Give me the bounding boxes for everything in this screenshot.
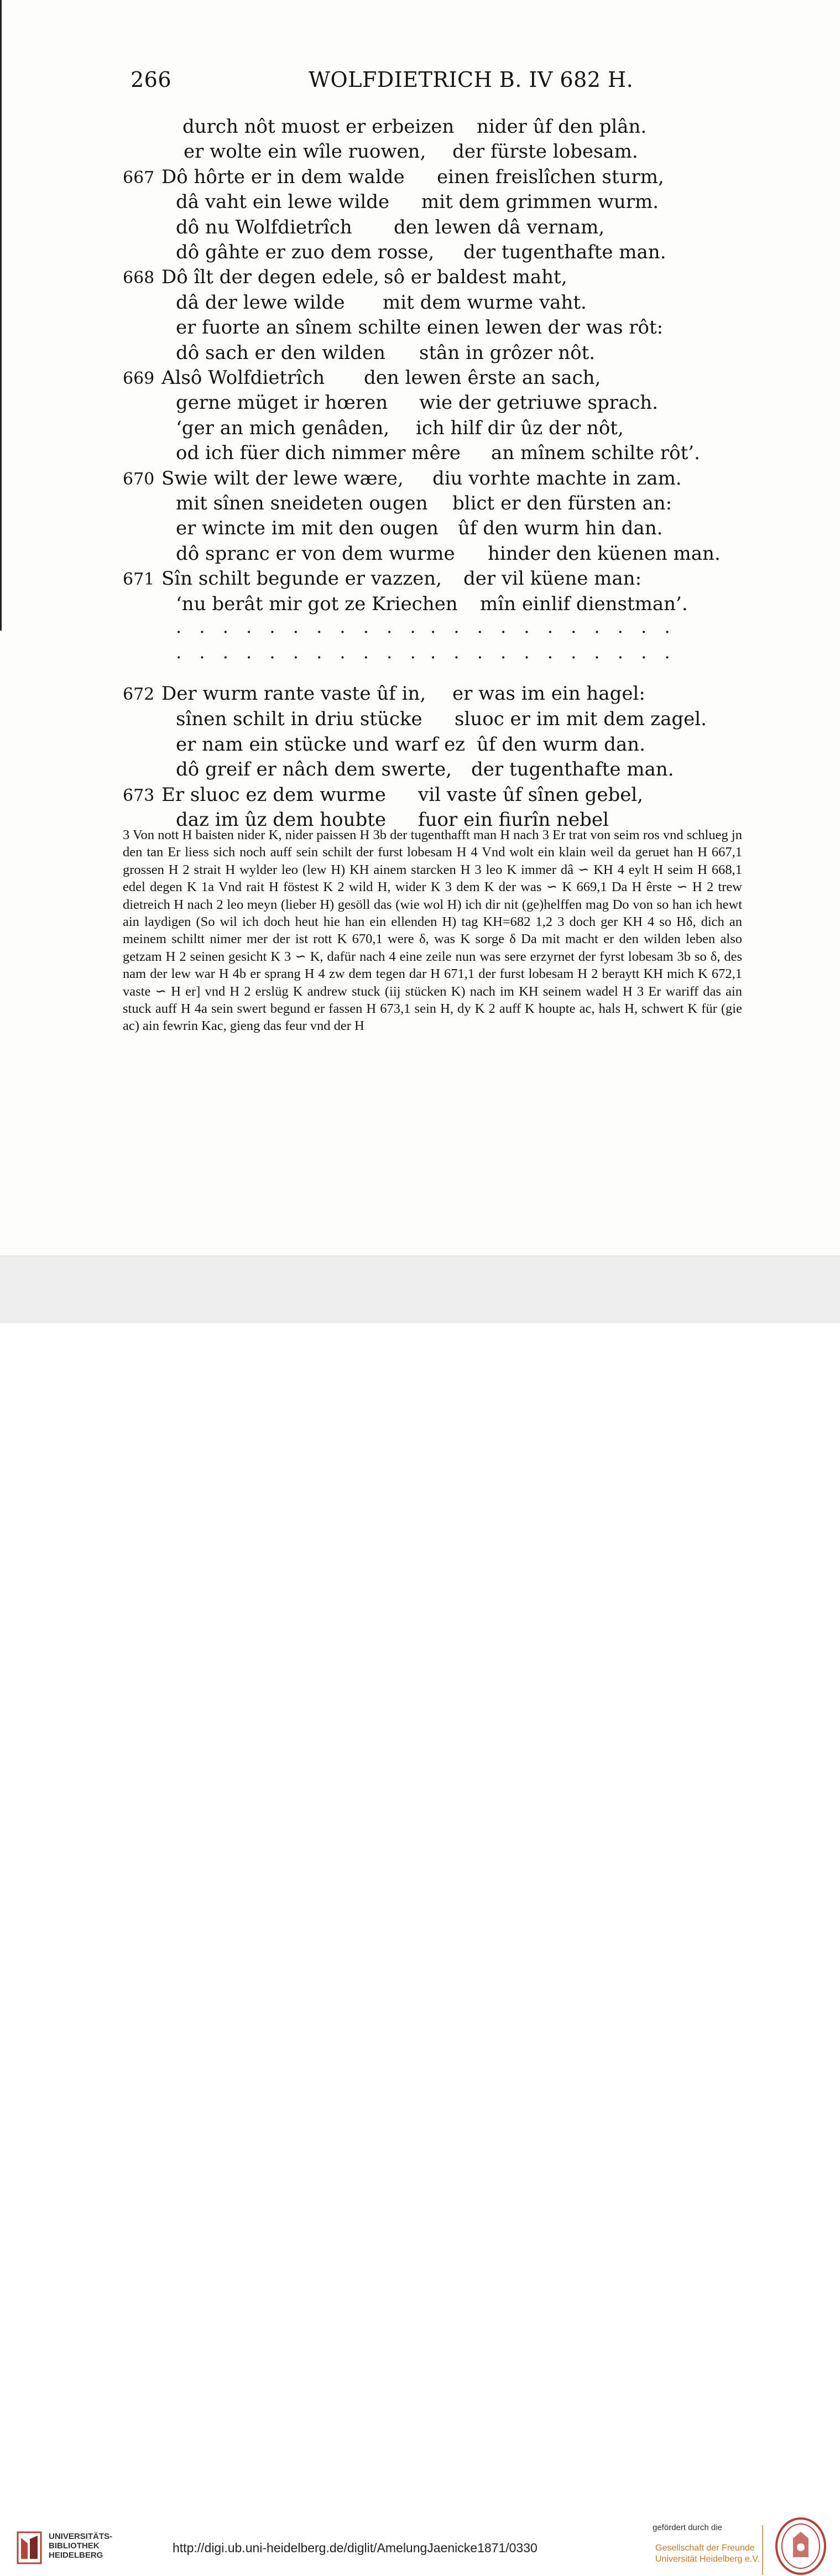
critical-apparatus (123, 826, 742, 1035)
verse-second-half: ûf den wurm hin dan. (458, 517, 663, 540)
verse-second-half: an mînem schilte rôt’. (491, 442, 700, 465)
page-number: 266 (131, 67, 172, 92)
verse-first-half: dô nu Wolfdietrîch (176, 216, 352, 238)
verse-second-half: den lewen dâ vernam, (394, 216, 605, 238)
verse-first-half: daz im ûz dem houbte (176, 809, 387, 831)
verse-second-half: er was im ein hagel: (452, 683, 645, 705)
verse-first-half: Sîn schilt begunde er vazzen, (161, 568, 442, 590)
permalink-url[interactable]: http://digi.ub.uni-heidelberg.de/diglit/AmelungJaenicke1871/0330 (173, 2541, 538, 2555)
library-name-line: HEIDELBERG (49, 2551, 103, 2560)
verse-first-half: er nam ein stücke und warf ez (176, 733, 466, 756)
running-title: WOLFDIETRICH B. IV 682 H. (309, 67, 634, 92)
apparatus-text: 3 Von nott H baisten nider K, nider paissen H 3b der tugenthafft man H nach 3 Er trat von seim ros vnd schlueg jn den tan Er liess sich noch auff sein schilt der furst lobesam H 4 Vnd wolt ein klain weil da geruet han H 667,1 grossen H 2 strait H wylder leo (lew H) KH ainem starcken H 3 leo K immer dâ ∽ KH 4 eylt H seim H 668,1 edel degen K 1a Vnd rait H föstest K 2 wild H, wider K 3 dem K der was ∽ K 669,1 Da H êrste ∽ H 2 trew dietreich H nach 2 leo meyn (lieber H) gesöll das (wie wol H) ich dir nit (ge)helffen mag Do von so han ich hewt ain laydigen (So wil ich doch heut hie han ein ellenden H) tag KH=682 1,2 3 doch ger KH 4 so Hδ, dich an meinem schiltt nimer mer der ist rott K 670,1 were δ, was K sorge δ Da mit macht er den wilden leben also getzam H 2 seinen gesicht K 3 ∽ K, dafür nach 4 eine zeile nun was sere erzyrnet der fyrst lobesam 3b so δ, des nam der lew war H 4b er sprang H 4 zw dem tegen dar H 671,1 der furst lobesam H 2 beraytt KH mich K 672,1 vaste ∽ H er] vnd H 2 erslüg K andrew stuck (iij stücken K) nach im KH seinem wadel H 3 Er wariff das ain stuck auff H 4a sein swert begund er fassen H 673,1 sein H, dy K 2 auff K houpte ac, hals H, schwert K für (gie ac) ain fewrin Kac, gieng das feur vnd der H (123, 828, 742, 1034)
university-seal-icon (774, 2516, 827, 2576)
verse-second-half: blict er den fürsten an: (452, 492, 672, 514)
verse-second-half: einen lewen der was rôt: (427, 316, 664, 339)
verse-second-half: wie der getriuwe sprach. (419, 392, 658, 414)
stanza-number: 672 (123, 685, 155, 705)
verse-first-half: dô greif er nâch dem swerte, (176, 758, 452, 781)
society-name (655, 2543, 760, 2565)
verse-first-half: od ich füer dich nimmer mêre (176, 442, 461, 465)
society-name-line: Universität Heidelberg e.V. (655, 2554, 760, 2564)
verse-second-half: diu vorhte machte in zam. (432, 467, 682, 490)
scanned-page (0, 0, 840, 1256)
verse-first-half: er wolte ein wîle ruowen, (184, 140, 426, 163)
verse-second-half: hinder den küenen man. (488, 542, 721, 565)
stanza-number: 669 (123, 369, 155, 388)
verse-first-half: Swie wilt der lewe wære, (161, 467, 404, 490)
verse-first-half: dâ vaht ein lewe wilde (176, 191, 390, 214)
verse-first-half: mit sînen sneideten ougen (176, 492, 428, 514)
verse-second-half: ûf den wurm dan. (477, 733, 645, 756)
verse-second-half: der tugenthafte man. (463, 241, 666, 263)
stanza-number: 671 (123, 570, 155, 590)
verse-first-half: Der wurm rante vaste ûf in, (161, 683, 426, 705)
verse-second-half: sô er baldest maht, (384, 266, 567, 289)
verse-second-half: stân in grôzer nôt. (419, 341, 596, 364)
verse-second-half: einen freislîchen sturm, (437, 165, 664, 188)
verse-second-half: sluoc er im mit dem zagel. (455, 708, 707, 730)
verse-first-half: ‘ger an mich genâden, (176, 417, 390, 439)
verse-first-half: durch nôt muost er erbeizen (182, 116, 455, 138)
verse-first-half: dô gâhte er zuo dem rosse, (176, 241, 435, 263)
library-logo-icon (17, 2531, 42, 2564)
stanza-number: 670 (123, 469, 155, 489)
page-edge-rule (0, 0, 2, 631)
footer-divider (762, 2525, 763, 2575)
omission-dots: . . . . . . . . . . . (430, 616, 676, 638)
verse-first-half: Dô hôrte er in dem walde (161, 165, 405, 188)
sponsor-label: gefördert durch die (653, 2523, 722, 2532)
verse-first-half: Alsô Wolfdietrîch (161, 367, 325, 389)
library-name (49, 2532, 112, 2560)
verse-first-half: Dô îlt der degen edele, (161, 266, 379, 289)
verse-first-half: Er sluoc ez dem wurme (161, 783, 386, 806)
society-name-line: Gesellschaft der Freunde (655, 2543, 755, 2553)
verse-second-half: fuor ein fiurîn nebel (418, 809, 609, 831)
verse-first-half: sînen schilt in driu stücke (176, 708, 422, 730)
stanza-number: 673 (123, 785, 155, 805)
stanza-number: 667 (123, 168, 155, 188)
verse-second-half: der fürste lobesam. (452, 140, 638, 163)
verse-second-half: vil vaste ûf sînen gebel, (418, 783, 644, 806)
verse-second-half: den lewen êrste an sach, (364, 367, 601, 389)
verse-second-half: mit dem grimmen wurm. (421, 191, 659, 214)
footer-bar (0, 1256, 840, 2564)
library-name-line: UNIVERSITÄTS- (49, 2532, 113, 2541)
verse-second-half: ich hilf dir ûz der nôt, (416, 417, 624, 439)
verse-second-half: der tugenthafte man. (471, 758, 674, 781)
verse-first-half: gerne müget ir hœren (176, 392, 388, 414)
verse-first-half: er fuorte an sînem schilte (176, 316, 421, 339)
verse-first-half: er wincte im mit den ougen (176, 517, 439, 540)
omission-dots: . . . . . . . . . . . (430, 641, 676, 663)
omission-dots: . . . . . . . . . . . (176, 641, 422, 663)
verse-first-half: dâ der lewe wilde (176, 291, 345, 314)
omission-dots: . . . . . . . . . . . (176, 616, 422, 638)
verse-first-half: dô sach er den wilden (176, 341, 385, 364)
verse-first-half: ‘nu berât mir got ze Kriechen (176, 592, 458, 615)
verse-second-half: der vil küene man: (463, 568, 642, 590)
verse-second-half: mîn einlif dienstman’. (480, 592, 688, 615)
verse-second-half: nider ûf den plân. (477, 116, 647, 138)
verse-first-half: dô spranc er von dem wurme (176, 542, 455, 565)
stanza-number: 668 (123, 268, 155, 288)
library-name-line: BIBLIOTHEK (49, 2541, 100, 2551)
verse-second-half: mit dem wurme vaht. (383, 291, 587, 314)
